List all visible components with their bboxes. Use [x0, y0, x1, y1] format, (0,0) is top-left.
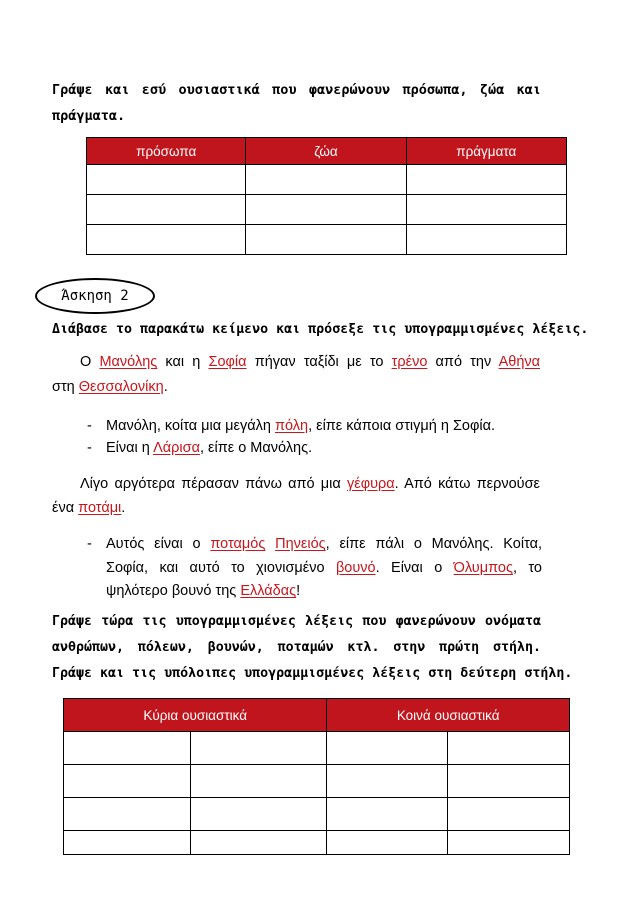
- header-persons: πρόσωπα: [87, 138, 246, 165]
- underlined-word: Αθήνα: [498, 354, 541, 370]
- underlined-word: Μανόλης: [99, 354, 158, 370]
- exercise1-instruction-line1: [52, 82, 541, 98]
- header-animals: ζώα: [246, 138, 406, 165]
- answer-cell[interactable]: [246, 195, 406, 225]
- header-common-nouns: Κοινά ουσιαστικά: [327, 699, 570, 732]
- word: και: [104, 82, 130, 98]
- dialogue-dash: -: [87, 440, 92, 456]
- table-row: [64, 732, 570, 765]
- answer-cell[interactable]: [327, 831, 447, 855]
- answer-cell[interactable]: [447, 798, 569, 831]
- underlined-word: πόλη: [274, 418, 309, 434]
- table-row: [64, 798, 570, 831]
- exercise2-title-oval: [35, 278, 155, 314]
- answer-cell[interactable]: [87, 165, 246, 195]
- answer-cell[interactable]: [406, 195, 566, 225]
- header-things: πράγματα: [406, 138, 566, 165]
- text: Είναι η: [106, 440, 154, 456]
- underlined-word: τρένο: [391, 354, 428, 370]
- exercise1-instruction-line2: πράγματα.: [52, 108, 126, 124]
- answer-cell[interactable]: [64, 798, 191, 831]
- text: . Από κάτω περνούσε: [394, 476, 540, 492]
- answer-cell[interactable]: [64, 831, 191, 855]
- text: .: [163, 379, 168, 395]
- answer-cell[interactable]: [447, 831, 569, 855]
- answer-cell[interactable]: [447, 732, 569, 765]
- answer-cell[interactable]: [191, 732, 327, 765]
- answer-cell[interactable]: [327, 798, 447, 831]
- answer-cell[interactable]: [327, 732, 447, 765]
- word: ζώα: [479, 82, 505, 98]
- word: πρόσωπα,: [402, 82, 468, 98]
- text: , είπε πάλι ο Μανόλης. Κοίτα,: [325, 536, 543, 552]
- text: Σοφία, και αυτό το χιονισμένο: [106, 560, 336, 576]
- dialogue-line1: [106, 416, 495, 436]
- text: Αυτός είναι ο: [106, 536, 211, 552]
- answer-cell[interactable]: [447, 765, 569, 798]
- text: πήγαν ταξίδι με το: [246, 354, 392, 370]
- answer-cell[interactable]: [64, 765, 191, 798]
- underlined-word: Όλυμπος: [453, 560, 513, 576]
- underlined-word: γέφυρα: [346, 476, 395, 492]
- dialogue3-line3: [106, 581, 300, 601]
- table-row: [87, 165, 567, 195]
- text: , το: [512, 560, 542, 576]
- text: ένα: [52, 500, 79, 516]
- word: ουσιαστικά: [178, 82, 260, 98]
- table-row: [87, 225, 567, 255]
- dialogue-dash: -: [87, 418, 92, 434]
- final-instruction-line2: ανθρώπων, πόλεων, βουνών, ποταμών κτλ. στην πρώτη στήλη.: [52, 640, 541, 655]
- underlined-word: Πηνειός: [275, 536, 326, 552]
- story-paragraph1-line1: [80, 352, 540, 372]
- underlined-word: Ελλάδας: [240, 583, 297, 599]
- answer-cell[interactable]: [327, 765, 447, 798]
- text: στη: [52, 379, 79, 395]
- table-row: [64, 765, 570, 798]
- text: ψηλότερο βουνό της: [106, 583, 241, 599]
- answer-cell[interactable]: [87, 195, 246, 225]
- text: , είπε κάποια στιγμή η Σοφία.: [308, 418, 496, 434]
- answer-cell[interactable]: [87, 225, 246, 255]
- text: .: [121, 500, 126, 516]
- word: εσύ: [141, 82, 167, 98]
- text: . Είναι ο: [375, 560, 454, 576]
- underlined-word: ποτάμι: [78, 500, 122, 516]
- text: Μανόλη, κοίτα μια μεγάλη: [106, 418, 275, 434]
- answer-cell[interactable]: [64, 732, 191, 765]
- word: και: [516, 82, 541, 98]
- answer-cell[interactable]: [191, 765, 327, 798]
- underlined-word: ποταμός: [210, 536, 266, 552]
- text: !: [296, 583, 301, 599]
- text: , είπε ο Μανόλης.: [199, 440, 313, 456]
- dialogue-line2: [106, 438, 312, 458]
- exercise2-instruction: Διάβασε το παρακάτω κείμενο και πρόσεξε τις υπογραμμισμένες λέξεις.: [52, 322, 589, 337]
- answer-cell[interactable]: [406, 225, 566, 255]
- table-row: [64, 831, 570, 855]
- text: Ο: [80, 354, 100, 370]
- story-paragraph2-line1: [80, 474, 540, 494]
- text: [265, 536, 275, 552]
- text: Λίγο αργότερα πέρασαν πάνω από μια: [80, 476, 347, 492]
- word: Γράψε: [52, 82, 93, 98]
- dialogue3-line2: [106, 558, 542, 578]
- underlined-word: βουνό: [335, 560, 376, 576]
- exercise2-title: Άσκηση 2: [61, 288, 129, 304]
- answer-cell[interactable]: [246, 225, 406, 255]
- dialogue3-line1: [106, 534, 542, 554]
- table-row: [87, 195, 567, 225]
- answer-cell[interactable]: [406, 165, 566, 195]
- final-instruction-line3: Γράψε και τις υπόλοιπες υπογραμμισμένες λέξεις στη δεύτερη στήλη.: [52, 666, 573, 681]
- answer-cell[interactable]: [191, 831, 327, 855]
- text: από την: [427, 354, 499, 370]
- underlined-word: Λάρισα: [153, 440, 200, 456]
- word: που: [272, 82, 297, 98]
- text: και η: [157, 354, 209, 370]
- story-paragraph1-line2: [52, 377, 168, 397]
- exercise1-table: [86, 137, 567, 255]
- final-instruction-line1: Γράψε τώρα τις υπογραμμισμένες λέξεις που φανερώνουν ονόματα: [52, 614, 541, 629]
- dialogue-dash: -: [87, 536, 92, 552]
- exercise2-table: [63, 698, 570, 855]
- answer-cell[interactable]: [191, 798, 327, 831]
- story-paragraph2-line2: [52, 498, 125, 518]
- underlined-word: Θεσσαλονίκη: [78, 379, 164, 395]
- answer-cell[interactable]: [246, 165, 406, 195]
- word: φανερώνουν: [308, 82, 391, 98]
- header-proper-nouns: Κύρια ουσιαστικά: [64, 699, 327, 732]
- underlined-word: Σοφία: [208, 354, 247, 370]
